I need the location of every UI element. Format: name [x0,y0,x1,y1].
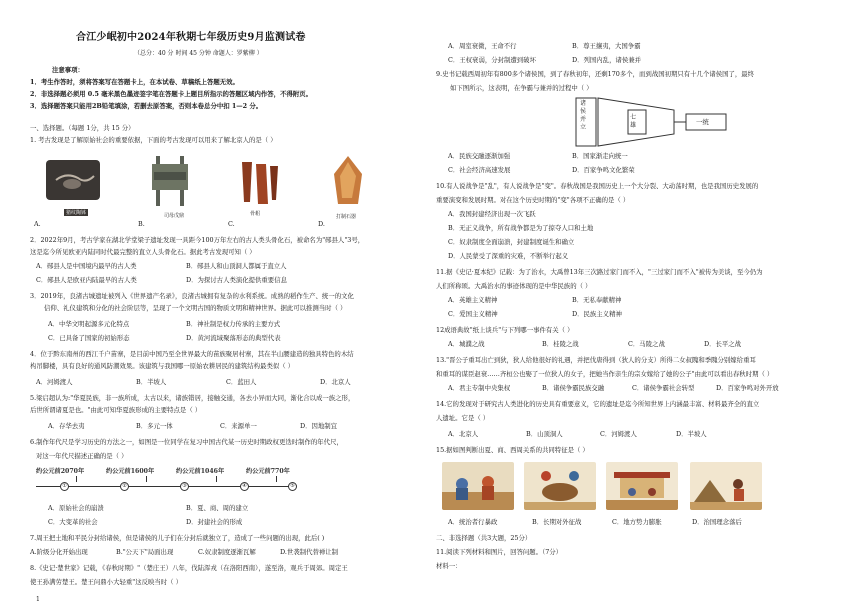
question-10: 10.有人说战争是"乱"，有人说战争是"变"。春秋战国是我国历史上一个大分裂、大动荡时期，也是我国历史发展的 [436,182,759,190]
option-a[interactable]: A．君主专制中央集权 [448,384,511,392]
option-b[interactable]: B．诸侯争霸民族交融 [542,384,605,392]
option-a[interactable]: A．城濮之战 [448,340,485,348]
option-a[interactable]: A．中华文明起源多元化特点 [48,320,130,328]
caption: 打制石器 [336,214,357,220]
option-c[interactable]: C．地方势力膨胀 [612,518,662,526]
question-10-line2: 重要演变和发展时期。对在这个历史时期的"变"各项不正确的是（ ） [436,196,630,204]
option-d[interactable]: D．黄河流域聚落形态的典型代表 [186,334,281,342]
timeline-tick [276,476,277,482]
question-5: 5.梁启超认为:"华夏民族，非一族所成，太古以来，诸族错居，接触交通，各去小异而大同，渐化合以成一族之形， [30,394,355,402]
option-a[interactable]: A．民族交融逐渐加强 [448,152,511,160]
option-c[interactable]: C．蓝田人 [226,378,257,386]
question-8-line2: 使王孙满劳楚王。楚王问鼎小大轻重"这反映当时（ ） [30,578,182,586]
option-d[interactable]: D．百家争鸣文化繁荣 [572,166,635,174]
option-a[interactable]: A．英雄主义精神 [448,296,498,304]
option-a[interactable]: A．北京人 [448,430,479,438]
question-8: 8.《史记·楚世家》记载，《春秋时期》"（楚庄王）八年，伐陆浑戎（在洛阳西南），遂至洛，观兵于周郊。周定王 [30,564,348,572]
question-14: 14.它的发现对于研究古人类进化的历史具有重要意义，它的遗址是迄今所知世界上内涵最丰富、材料最齐全的直立 [436,400,760,408]
option-c[interactable]: C．王权衰弱，分封制遭到破坏 [448,56,536,64]
option-a[interactable]: A．郧县人是中国境内最早的古人类 [36,262,137,270]
question-4-line2: 构吊脚楼，具有良好的通风防潮效果。该建筑与我国哪一原始农耕居民的建筑结构最类似（ ） [30,362,295,370]
option-c[interactable]: C．来源单一 [220,422,257,430]
option-a[interactable]: A.阶级分化开始出现 [30,548,88,556]
army-march-icon [690,462,762,510]
timeline-tick [146,476,147,482]
question-16: 11.阅读下列材料和图片，回答问题。（7分） [436,548,563,556]
option-b[interactable]: B．郧县人和山顶洞人都属于直立人 [186,262,287,270]
material-label: 材料一： [436,562,462,570]
question-3-line2: 信仰、礼仪建筑和分化的社会阶层等，呈现了一个文明古国的物质文明和精神世界。据此可以推测当时（ ） [44,304,347,312]
question-15: 15.据如图判断出夏、商、西周关系的共同特征是（ ） [436,446,589,454]
option-c[interactable]: C．奴隶制度全面崩溃，封建制度诞生和确立 [448,238,575,246]
question-13-line2: 和重耳的谋臣赵衰……齐桓公也娶了一位狄人的女子，把她当作亲生的宗女嫁给了她的公子"由此可以看出春秋时期（ ） [436,370,774,378]
timeline-label: 约公元前1046年 [176,468,225,475]
option-c[interactable]: C．马陵之战 [628,340,665,348]
option-b[interactable]: B．桂陵之战 [542,340,579,348]
stone-tool-icon [328,154,368,210]
exam-title: 合江少岷初中2024年秋期七年级历史9月监测试卷 [76,32,306,43]
timeline-point: ④ [240,482,249,491]
question-2: 2．2022年9月，考古学家在湖北学堂梁子遗址发现一具距今100万年左右的古人类头骨化石，被命名为"郧县人"3号， [30,236,365,244]
section-heading: 一、选择题。（每题 1分，共 15 分） [30,124,135,132]
timeline-axis [36,486,290,487]
option-d[interactable]: D．封建社会的形成 [186,518,243,526]
option-a[interactable]: A．统治者行暴政 [448,518,498,526]
option-b[interactable]: B．国家渐走向统一 [572,152,628,160]
timeline-point: ⑤ [288,482,297,491]
option-c[interactable]: C．社会经济高速发展 [448,166,511,174]
timeline-label: 约公元前2070年 [36,468,85,475]
question-13: 13."晋公子重耳出亡到狄，狄人给他很好的礼遇，并把伐唐得到（狄人的分支）所得二女叔隗和季隗分别嫁给重耳 [436,356,756,364]
option-a[interactable]: A．周室衰微，王命不行 [448,42,517,50]
option-c[interactable]: C．诸侯争霸社会转型 [632,384,695,392]
option-b[interactable]: B．多元一体 [136,422,173,430]
option-c[interactable]: C．已具备了国家的初始形态 [48,334,130,342]
option-a[interactable]: A. [34,220,41,228]
option-b[interactable]: B．半坡人 [136,378,167,386]
notice-line: 3．选择题答案只能用2B铅笔填涂，若删去原答案，否则本卷总分中扣 1—2 分。 [30,102,263,110]
option-c[interactable]: C．爱国主义精神 [448,310,498,318]
timeline-label: 约公元前770年 [246,468,290,475]
bone-pieces-icon [236,158,282,208]
palace-scene-icon [606,462,678,510]
question-11: 11.据《史记·夏本纪》记载：为了治水，大禹曾13年三次路过家门而不入，"三过家门而不入"被传为美谈，至今仍为 [436,268,763,276]
question-5-line2: 后世所谓诸夏是也。"由此可知华夏族形成的主要特点是（ ） [30,406,202,414]
option-a[interactable]: A．河姆渡人 [36,378,73,386]
option-d[interactable]: D．为探讨古人类演化提供重要信息 [186,276,287,284]
option-d[interactable]: D．北京人 [320,378,351,386]
question-14-line2: 人遗址。它是（ ） [436,414,490,422]
option-c[interactable]: C．河姆渡人 [600,430,637,438]
question-6: 6.制作年代尺是学习历史的方法之一，如图是一位同学在复习中国古代某一历史时期政权更迭时制作的年代尺， [30,438,343,446]
diagram-box-3: 一统 [696,118,709,126]
question-1: 1. 考古发现是了解原始社会的重要依据，下面的考古发现可以用来了解北京人的是（ ） [30,136,277,144]
convergence-shape [574,96,734,148]
timeline-tick [216,476,217,482]
caption: 骨耜 [250,211,261,217]
option-b[interactable]: B."公天下"局面出现 [116,548,174,556]
timeline-label: 约公元前1600年 [106,468,155,475]
notice-line: 1．考生作答时，须将答案写在答题卡上，在本试卷、草稿纸上答题无效。 [30,78,239,86]
timeline-point: ① [60,482,69,491]
caption: 猪纹陶钵 [66,210,87,216]
option-b[interactable]: B．尊王攘夷，大国争霸 [572,42,641,50]
option-d[interactable]: D. [318,220,325,228]
option-c[interactable]: C.奴隶制度逐渐瓦解 [198,548,256,556]
option-b[interactable]: B．无正义战争，所有战争都是为了掠夺人口和土地 [448,224,594,232]
option-c[interactable]: C．大变革的社会 [48,518,98,526]
question-12: 12成语典故"纸上谈兵"与下列哪一事件有关（ ） [436,326,574,334]
timeline-point: ③ [180,482,189,491]
question-6-line2: 对这一年代尺描述正确的是（ ） [36,452,128,460]
question-9-line2: 如下图所示，这表明，在争霸与兼并的过程中（ ） [450,84,593,92]
battle-scene-icon [442,462,514,510]
notice-line: 2．非选择题必须用 0.5 毫米黑色墨迹签字笔在答题卡上题目所指示的答题区域内作答，不得附页。 [30,90,313,98]
section-heading: 二、非选择题（共3大题，25分） [436,534,532,542]
bronze-ding-icon [148,154,192,210]
option-a[interactable]: A．原始社会的崩溃 [48,504,104,512]
option-c[interactable]: C．郧县人是欧亚内陆最早的古人类 [36,276,137,284]
option-a[interactable]: A．我国封建经济出现一次飞跃 [448,210,536,218]
option-b[interactable]: B．长期对外征战 [532,518,582,526]
question-7: 7.周王把土地和平民分封给诸侯，但是诸侯的儿子们在分封后就独立了，造成了一些问题的出现，此后( ) [30,534,325,542]
timeline-point: ② [120,482,129,491]
caption: 司母戊鼎 [164,213,185,219]
question-3: 3．2019年，良渚古城遗址被列入《世界遗产名录》，良渚古城拥有复杂的水利系统。成熟的稻作生产、统一的文化 [30,292,354,300]
diagram-box-1: 诸侯并立 [580,100,587,131]
page-number: 1 [36,596,40,603]
option-d[interactable]: D．因地制宜 [300,422,338,430]
option-a[interactable]: A．存华去夷 [48,422,85,430]
option-d[interactable]: D．半坡人 [676,430,707,438]
question-2-line2: 这是迄今所见欧亚内陆同时代最完整的直立人头骨化石。据此考古发现可知（ ） [30,248,256,256]
option-b[interactable]: B. [138,220,145,228]
option-b[interactable]: B．神社制是权力传承的主要方式 [186,320,281,328]
option-d[interactable]: D．民族主义精神 [572,310,622,318]
option-d[interactable]: D.世袭制代替禅让制 [280,548,339,556]
option-d[interactable]: D．列国内乱，诸侯兼并 [572,56,642,64]
diagram-box-2: 七雄 [630,114,637,129]
option-d[interactable]: D．百家争鸣对外开放 [716,384,779,392]
option-b[interactable]: B．无私奉献精神 [572,296,622,304]
option-d[interactable]: D．长平之战 [704,340,742,348]
notice-title: 注意事项： [52,66,84,74]
question-4: 4．位于黔东南州的西江千户苗寨，是目前中国乃至全世界最大的苗族聚居村寨，其在半山腰建造的独具特色的木结 [30,350,354,358]
timeline-tick [76,476,77,482]
exam-meta: （总分：40 分 时间 45 分钟 命题人：罗紫柳 ） [134,50,263,57]
horse-battle-icon [524,462,596,510]
option-d[interactable]: D．人民蒙受了深重的灾难，不断举行起义 [448,252,569,260]
pottery-shard-icon [42,154,104,210]
option-b[interactable]: B．山顶洞人 [526,430,563,438]
question-9: 9.史书记载西周初年有800多个诸侯国，到了春秋初年，还剩170多个，而到战国初期只有十几个诸侯国了，最终 [436,70,755,78]
question-11-line2: 人们所称颂。大禹治水的事迹体现的是中华民族的（ ） [436,282,592,290]
option-d[interactable]: D．治国理念落后 [692,518,742,526]
option-c[interactable]: C. [228,220,235,228]
option-b[interactable]: B．夏、商、周的建立 [186,504,249,512]
